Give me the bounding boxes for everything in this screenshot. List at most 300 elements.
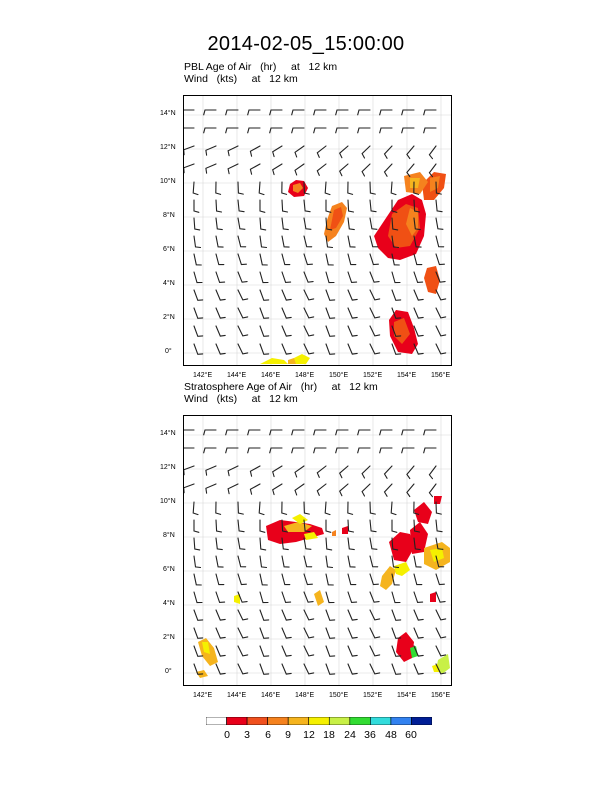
wind-barb: [228, 466, 238, 476]
lat-label: 14°N: [160, 110, 176, 117]
wind-barb: [194, 520, 199, 532]
wind-barb: [204, 430, 216, 435]
wind-barb: [216, 218, 222, 230]
wind-barb: [340, 146, 348, 158]
wind-barb: [295, 466, 304, 477]
lat-label: 10°N: [160, 498, 176, 505]
wind-barb: [216, 290, 225, 300]
strat-map-canvas: [184, 416, 451, 685]
wind-barb: [348, 592, 357, 602]
wind-barb: [326, 520, 331, 532]
wind-barb: [270, 110, 282, 115]
colorbar-label: 6: [265, 729, 271, 741]
wind-barb: [348, 574, 356, 585]
lat-label: 4°N: [163, 280, 175, 287]
wind-barb: [282, 218, 288, 230]
wind-barb: [414, 254, 422, 265]
wind-barb: [206, 164, 216, 173]
wind-barb: [348, 326, 357, 336]
wind-barb: [273, 484, 282, 495]
colorbar-swatch: [370, 717, 391, 725]
lon-label: 146°E: [261, 372, 281, 379]
wind-barb: [414, 664, 423, 674]
wind-barb: [325, 182, 330, 195]
wind-barb: [370, 502, 375, 514]
wind-barb: [216, 182, 221, 194]
lat-label: 0°: [165, 668, 172, 675]
wind-barb: [260, 628, 269, 638]
wind-barb: [184, 146, 194, 155]
wind-barb: [295, 164, 304, 175]
wind-barb: [226, 110, 238, 115]
wind-barb: [184, 466, 194, 475]
wind-barb: [238, 502, 243, 514]
wind-barb: [194, 254, 201, 265]
wind-barb: [348, 556, 355, 567]
wind-barb: [194, 538, 200, 550]
lon-label: 152°E: [363, 372, 383, 379]
wind-barb: [194, 218, 200, 230]
strat-age-of-air-contours: [196, 496, 450, 678]
wind-barb: [370, 538, 377, 549]
wind-barb: [362, 146, 370, 158]
wind-barb: [326, 628, 335, 638]
wind-barb: [282, 344, 291, 354]
wind-barb: [370, 574, 378, 585]
wind-barb: [282, 182, 287, 194]
wind-barb: [295, 146, 304, 157]
wind-barb: [273, 146, 282, 157]
wind-barb: [194, 326, 203, 336]
wind-barb: [326, 592, 334, 603]
colorbar-swatch: [288, 717, 309, 725]
wind-barb: [282, 628, 291, 638]
wind-barb: [184, 484, 194, 493]
wind-barb: [392, 610, 401, 620]
wind-barb: [194, 556, 201, 568]
wind-barb: [206, 146, 216, 155]
map-panel-stratosphere: [183, 415, 452, 686]
wind-barb: [340, 484, 348, 496]
wind-barb: [436, 218, 443, 229]
wind-barb: [370, 290, 380, 300]
wind-barb: [436, 236, 444, 247]
wind-barb: [260, 218, 266, 230]
lon-label: 150°E: [329, 692, 349, 699]
wind-barb: [340, 164, 348, 176]
wind-barb: [348, 628, 357, 638]
wind-barb: [304, 290, 314, 300]
wind-barb: [326, 200, 331, 212]
wind-barb: [304, 308, 314, 318]
wind-barb: [216, 200, 222, 212]
wind-barb: [260, 610, 269, 620]
wind-barb: [336, 128, 348, 133]
wind-barb: [370, 272, 379, 282]
wind-barb: [402, 430, 414, 435]
wind-barb: [326, 556, 333, 568]
colorbar-label: 48: [385, 729, 397, 741]
wind-barb: [348, 182, 353, 194]
wind-barb: [362, 466, 370, 478]
wind-barb: [292, 448, 304, 453]
wind-barb: [325, 502, 330, 515]
wind-barb: [407, 466, 414, 479]
lat-label: 6°N: [163, 246, 175, 253]
wind-barb: [238, 538, 245, 549]
lat-label: 6°N: [163, 566, 175, 573]
colorbar-label: 36: [364, 729, 376, 741]
wind-barb: [348, 308, 357, 318]
colorbar-label: 60: [405, 729, 417, 741]
wind-barb: [204, 448, 216, 453]
wind-barb: [250, 484, 260, 494]
wind-barb: [238, 236, 246, 247]
wind-barb: [370, 254, 378, 265]
colorbar-label: 3: [244, 729, 250, 741]
colorbar: [206, 717, 432, 725]
wind-barb: [282, 254, 290, 265]
lat-label: 8°N: [163, 212, 175, 219]
wind-barb: [282, 290, 291, 300]
wind-barb: [336, 430, 348, 435]
colorbar-label: 24: [344, 729, 356, 741]
lon-label: 142°E: [193, 372, 213, 379]
wind-barb: [407, 146, 414, 159]
map-panel-pbl: [183, 95, 452, 366]
wind-barb: [260, 326, 269, 336]
wind-barb: [385, 484, 393, 496]
wind-barb: [260, 254, 267, 265]
panel-pbl-label-line2: Wind (kts) at 12 km: [184, 73, 298, 85]
wind-barb: [414, 628, 423, 638]
wind-barb: [317, 466, 326, 477]
panel-strat-label-line2: Wind (kts) at 12 km: [184, 393, 298, 405]
wind-barb: [216, 272, 225, 282]
lat-label: 8°N: [163, 532, 175, 539]
wind-barb: [216, 646, 225, 656]
wind-barb: [314, 128, 326, 133]
wind-barb: [436, 592, 445, 602]
wind-barb: [216, 592, 225, 602]
colorbar-swatch: [309, 717, 330, 725]
wind-barb: [304, 592, 313, 602]
colorbar-label: 9: [285, 729, 291, 741]
lon-label: 156°E: [431, 372, 451, 379]
wind-barb: [414, 574, 422, 585]
wind-barb: [385, 146, 393, 158]
wind-barb: [362, 164, 370, 176]
colorbar-swatch: [411, 717, 432, 725]
wind-barb: [216, 520, 222, 532]
wind-barb: [348, 218, 354, 230]
wind-barb: [238, 628, 248, 638]
wind-barb: [238, 326, 248, 336]
wind-barb: [250, 146, 260, 156]
wind-barb: [295, 484, 304, 495]
wind-barb: [273, 466, 282, 477]
wind-barb: [292, 128, 304, 133]
wind-barb: [348, 236, 355, 247]
wind-barb: [184, 448, 194, 453]
wind-barb: [238, 664, 248, 674]
lon-label: 148°E: [295, 692, 315, 699]
lat-label: 0°: [165, 348, 172, 355]
wind-barb: [250, 164, 260, 174]
wind-barb: [216, 308, 225, 318]
wind-barb: [216, 664, 225, 674]
wind-barb: [348, 646, 357, 656]
wind-barb: [392, 290, 401, 300]
wind-barb: [414, 308, 423, 318]
wind-barb: [226, 448, 238, 453]
wind-barb: [260, 308, 269, 318]
lat-label: 12°N: [160, 464, 176, 471]
wind-barb: [380, 110, 392, 115]
wind-barb: [336, 448, 348, 453]
wind-barb: [216, 344, 225, 354]
wind-barb: [250, 466, 260, 476]
wind-barb: [370, 344, 380, 354]
wind-barb: [414, 290, 423, 300]
lon-label: 144°E: [227, 372, 247, 379]
wind-barb: [238, 290, 248, 300]
wind-barb: [326, 538, 332, 550]
wind-barb: [216, 628, 225, 638]
lat-label: 10°N: [160, 178, 176, 185]
wind-barb: [216, 556, 223, 567]
wind-barb: [317, 146, 326, 157]
wind-barb: [392, 592, 400, 603]
wind-barb: [184, 164, 194, 173]
wind-barb: [282, 272, 291, 282]
wind-barb: [370, 628, 380, 638]
wind-barb: [348, 254, 356, 265]
wind-barb: [402, 128, 414, 133]
main-title: 2014-02-05_15:00:00: [207, 33, 405, 55]
wind-barb: [340, 466, 348, 478]
wind-barb: [424, 448, 436, 453]
wind-barb: [348, 664, 357, 674]
wind-barb: [228, 146, 238, 156]
wind-barb: [194, 290, 203, 300]
wind-barb: [402, 448, 414, 453]
wind-barb: [260, 646, 269, 656]
wind-barb: [358, 110, 370, 115]
wind-barb: [391, 182, 396, 195]
wind-barb: [326, 610, 335, 620]
wind-barb: [238, 556, 246, 567]
wind-barb: [238, 344, 248, 354]
wind-barb: [282, 646, 291, 656]
colorbar-label: 0: [224, 729, 230, 741]
wind-barb: [248, 110, 260, 115]
wind-barb: [194, 272, 202, 283]
wind-barb: [259, 502, 264, 515]
wind-barb: [216, 254, 224, 265]
wind-barb: [314, 448, 326, 453]
wind-barb: [370, 646, 380, 656]
wind-barb: [270, 128, 282, 133]
wind-barb: [238, 272, 247, 282]
wind-barb: [392, 628, 401, 638]
colorbar-swatch: [247, 717, 268, 725]
wind-barb: [282, 664, 291, 674]
wind-barb: [317, 484, 326, 495]
wind-barb: [380, 430, 392, 435]
wind-barb: [402, 110, 414, 115]
wind-barb: [260, 236, 267, 248]
wind-barb: [370, 664, 380, 674]
wind-barb: [370, 182, 375, 194]
wind-barb: [326, 290, 335, 300]
wind-barb: [260, 556, 267, 568]
wind-barb: [304, 344, 314, 354]
colorbar-swatch: [350, 717, 371, 725]
wind-barb: [206, 484, 216, 493]
wind-barb: [194, 610, 203, 620]
wind-barb: [184, 110, 194, 115]
colorbar-swatch: [329, 717, 350, 725]
wind-barb: [260, 592, 268, 603]
lon-label: 156°E: [431, 692, 451, 699]
wind-barb: [238, 610, 248, 620]
pbl-map-canvas: [184, 96, 451, 365]
wind-barb: [270, 448, 282, 453]
wind-barb: [414, 272, 423, 282]
wind-barb: [304, 664, 314, 674]
wind-barb: [326, 272, 334, 283]
wind-barb: [216, 502, 221, 514]
wind-barb: [238, 182, 243, 194]
wind-barb: [292, 110, 304, 115]
wind-barb: [216, 574, 224, 585]
wind-barb: [193, 182, 198, 195]
wind-barb: [206, 466, 216, 475]
wind-barb: [414, 610, 423, 620]
wind-barb: [282, 502, 287, 514]
colorbar-swatch: [206, 717, 227, 725]
wind-barb: [304, 610, 314, 620]
wind-barb: [282, 556, 289, 567]
lon-label: 142°E: [193, 692, 213, 699]
wind-barb: [260, 538, 266, 550]
wind-barb: [238, 254, 246, 265]
colorbar-swatch: [227, 717, 248, 725]
wind-barb: [358, 128, 370, 133]
wind-barb: [282, 610, 291, 620]
wind-barb: [238, 646, 248, 656]
wind-barb: [238, 200, 244, 212]
wind-barb: [370, 556, 378, 567]
wind-barb: [194, 574, 201, 585]
wind-barb: [260, 574, 267, 585]
wind-barb: [348, 290, 357, 300]
wind-barb: [282, 200, 288, 212]
wind-barb: [228, 164, 238, 174]
wind-barb: [184, 430, 194, 435]
wind-barb: [184, 128, 194, 133]
wind-barb: [392, 272, 400, 283]
wind-barb: [282, 592, 291, 602]
wind-barb: [248, 448, 260, 453]
wind-barb: [385, 466, 393, 478]
lon-label: 144°E: [227, 692, 247, 699]
panel-pbl-label-line1: PBL Age of Air (hr) at 12 km: [184, 61, 338, 73]
wind-barb: [282, 326, 291, 336]
wind-barb: [259, 182, 264, 195]
wind-barb: [326, 326, 335, 336]
wind-barb: [238, 574, 246, 585]
wind-barb: [424, 430, 436, 435]
wind-barb: [370, 610, 380, 620]
wind-barb: [436, 574, 444, 585]
wind-barb: [238, 520, 244, 532]
wind-barb: [429, 466, 436, 479]
lon-label: 150°E: [329, 372, 349, 379]
wind-barb: [362, 484, 370, 496]
wind-barb: [282, 308, 291, 318]
wind-barb: [429, 146, 436, 159]
wind-barb: [248, 128, 260, 133]
wind-barb: [429, 484, 436, 497]
wind-barb: [314, 110, 326, 115]
wind-barb: [326, 308, 335, 318]
wind-barb: [226, 430, 238, 435]
wind-barb: [407, 484, 414, 497]
wind-barb: [348, 610, 357, 620]
wind-barb: [348, 200, 354, 212]
lat-label: 2°N: [163, 314, 175, 321]
wind-barb: [260, 290, 269, 300]
wind-barb: [260, 520, 265, 532]
wind-barb: [392, 520, 397, 532]
wind-barb: [370, 218, 377, 229]
wind-barb: [326, 574, 333, 585]
wind-barb: [370, 326, 380, 336]
wind-barb: [193, 502, 198, 515]
wind-barb: [348, 538, 354, 550]
wind-barb: [391, 502, 396, 515]
wind-barb: [216, 236, 223, 247]
wind-barb: [304, 628, 314, 638]
colorbar-label: 12: [303, 729, 315, 741]
wind-barb: [348, 272, 357, 282]
colorbar-swatch: [391, 717, 412, 725]
wind-barb: [238, 218, 245, 229]
wind-barb: [304, 326, 314, 336]
wind-barb: [424, 110, 436, 115]
wind-barb: [380, 128, 392, 133]
wind-barb: [194, 628, 203, 638]
wind-barb: [424, 128, 436, 133]
wind-barb: [260, 272, 268, 283]
wind-barb: [260, 200, 265, 212]
wind-barb: [216, 538, 222, 550]
wind-barb: [348, 344, 357, 354]
wind-barb: [436, 254, 444, 265]
wind-barb: [273, 164, 282, 175]
wind-barb: [370, 592, 379, 602]
wind-barb: [358, 448, 370, 453]
wind-barb: [204, 128, 216, 133]
wind-barb: [414, 556, 421, 567]
wind-barb: [228, 484, 238, 494]
wind-barb: [194, 308, 203, 318]
wind-barb: [380, 448, 392, 453]
lat-label: 4°N: [163, 600, 175, 607]
wind-barb: [358, 430, 370, 435]
